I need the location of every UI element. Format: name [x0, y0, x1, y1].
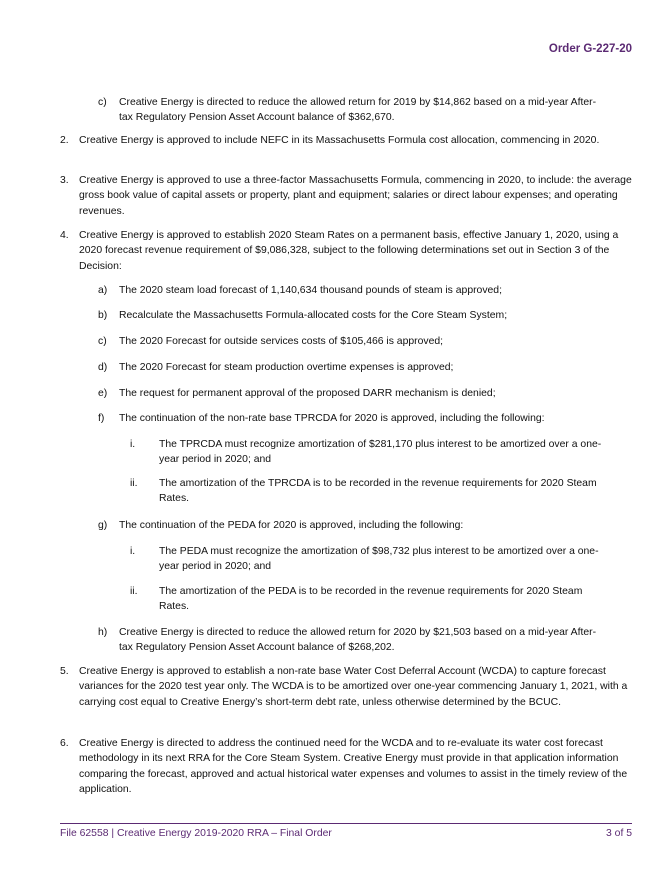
list-text: Creative Energy is directed to address the continued need for the WCDA and to re-evaluate its water cost forecast methodology in its next RRA for the Core Steam System. Creative Energy must provide in that application information comparing the forecast, approved and actual historical water expenses and volumes to assist in the timely review of the application.	[79, 738, 628, 795]
footer-page-number: 3 of 5	[606, 828, 632, 839]
footer-divider	[60, 823, 632, 824]
list-marker: e)	[98, 388, 108, 399]
order-number-header: Order G-227-20	[548, 43, 632, 55]
list-marker: 2.	[60, 135, 69, 146]
list-text: Recalculate the Massachusetts Formula-allocated costs for the Core Steam System;	[119, 310, 508, 321]
list-text: The continuation of the PEDA for 2020 is approved, including the following:	[119, 520, 464, 531]
list-text: Creative Energy is directed to reduce the allowed return for 2020 by $21,503 based on a mid-year After-tax Regulatory Pension Asset Account balance of $268,202.	[119, 627, 597, 654]
list-text: The amortization of the PEDA is to be recorded in the revenue requirements for 2020 Steam Rates.	[159, 586, 583, 613]
list-marker: c)	[98, 336, 107, 347]
list-text: The PEDA must recognize the amortization of $98,732 plus interest to be amortized over a one-year period in 2020; and	[159, 546, 599, 573]
list-text: The 2020 Forecast for outside services costs of $105,466 is approved;	[119, 336, 444, 347]
list-marker: d)	[98, 362, 108, 373]
list-marker: 5.	[60, 666, 69, 677]
footer-file-reference: File 62558 | Creative Energy 2019-2020 RRA – Final Order	[60, 828, 332, 839]
list-marker: b)	[98, 310, 108, 321]
list-text: The continuation of the non-rate base TPRCDA for 2020 is approved, including the following:	[119, 413, 545, 424]
list-marker: ii.	[130, 586, 138, 597]
list-text: The request for permanent approval of the proposed DARR mechanism is denied;	[119, 388, 496, 399]
list-marker: f)	[98, 413, 105, 424]
list-marker: i.	[130, 439, 136, 450]
list-marker: 4.	[60, 230, 69, 241]
list-marker: g)	[98, 520, 108, 531]
list-text: The 2020 Forecast for steam production overtime expenses is approved;	[119, 362, 454, 373]
list-text: Creative Energy is approved to use a three-factor Massachusetts Formula, commencing in 2020, to include: the average gross book value of capital assets or property, plant and equipment; salaries or direct labour expenses; and operating revenues.	[79, 175, 632, 217]
list-marker: i.	[130, 546, 136, 557]
list-marker: c)	[98, 97, 107, 108]
list-text: Creative Energy is approved to establish 2020 Steam Rates on a permanent basis, effective January 1, 2020, using a 2020 forecast revenue requirement of $9,086,328, subject to the following determinations set out in Section 3 of the Decision:	[79, 230, 619, 272]
list-marker: h)	[98, 627, 108, 638]
list-text: Creative Energy is approved to establish a non-rate base Water Cost Deferral Account (WCDA) to capture forecast variances for the 2020 test year only. The WCDA is to be amortized over one-year commencing January 1, 2021, with a carrying cost equal to Creative Energy’s short-term debt rate, unless otherwise determined by the BCUC.	[79, 666, 628, 708]
list-marker: 3.	[60, 175, 69, 186]
list-text: The TPRCDA must recognize amortization of $281,170 plus interest to be amortized over a one-year period in 2020; and	[159, 439, 602, 466]
list-marker: 6.	[60, 738, 69, 749]
list-marker: ii.	[130, 478, 138, 489]
list-text: The amortization of the TPRCDA is to be recorded in the revenue requirements for 2020 Steam Rates.	[159, 478, 597, 505]
list-marker: a)	[98, 285, 108, 296]
list-text: The 2020 steam load forecast of 1,140,634 thousand pounds of steam is approved;	[119, 285, 502, 296]
list-text: Creative Energy is approved to include NEFC in its Massachusetts Formula cost allocation, commencing in 2020.	[79, 135, 600, 146]
list-text: Creative Energy is directed to reduce the allowed return for 2019 by $14,862 based on a mid-year After-tax Regulatory Pension Asset Account balance of $362,670.	[119, 97, 597, 124]
